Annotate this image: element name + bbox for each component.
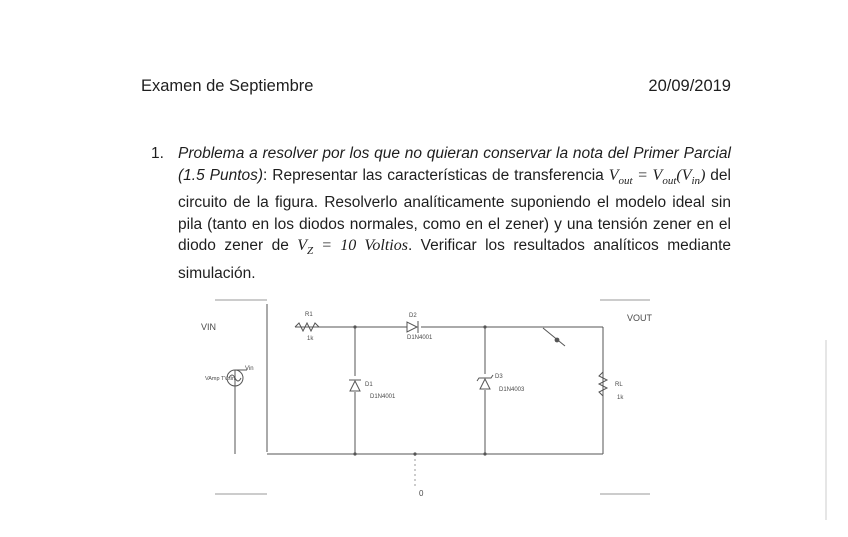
eq2-v: V xyxy=(297,237,308,255)
eq-mid: = V xyxy=(632,166,663,184)
eq-sub-in: in xyxy=(691,174,701,187)
eq-sub-out-2: out xyxy=(662,174,677,187)
d1-label: D1 xyxy=(365,382,373,388)
problem-text-a: Representar las características de transferencia xyxy=(267,166,609,184)
vin-source-label: Vin xyxy=(245,366,254,372)
d1-diode xyxy=(349,380,361,391)
exam-title: Examen de Septiembre xyxy=(141,77,314,95)
eq2-sub-z: Z xyxy=(307,245,314,258)
problem-statement xyxy=(178,143,731,284)
ground-label: 0 xyxy=(419,489,424,498)
d2-part: D1N4001 xyxy=(407,335,433,341)
equation-vout-vin xyxy=(608,166,706,187)
circuit-diagram xyxy=(185,292,685,507)
d3-label: D3 xyxy=(495,374,503,380)
d2-diode xyxy=(407,321,418,333)
problem-intro: Problema a resolver por los que no quieran conservar la nota del Primer Parcial (1.5 Puntos) xyxy=(178,145,731,184)
eq-arg-close: ) xyxy=(700,166,706,184)
eq-arg-open: (V xyxy=(676,166,692,184)
vin-label: VIN xyxy=(201,322,217,332)
d3-zener xyxy=(477,375,493,389)
problem-number: 1. xyxy=(151,145,164,162)
r1-value: 1k xyxy=(307,336,314,342)
problem-text-c: . Verificar los resultados analíticos mediante simulación. xyxy=(178,237,732,282)
eq2-rest: = 10 Voltios xyxy=(313,237,408,255)
problem-1 xyxy=(151,143,731,284)
d2-label: D2 xyxy=(409,313,417,319)
rl-value: 1k xyxy=(617,395,624,401)
scan-watermark xyxy=(820,340,834,520)
eq-sub-out: out xyxy=(618,174,633,187)
equation-vz xyxy=(297,237,408,258)
d3-part: D1N4003 xyxy=(499,387,525,393)
exam-date: 20/09/2019 xyxy=(648,77,731,95)
d1-part: D1N4001 xyxy=(370,394,396,400)
rl-label: RL xyxy=(615,382,623,388)
eq-v: V xyxy=(608,166,619,184)
problem-text-b: del circuito de la figura. Resolverlo analíticamente suponiendo el modelo ideal sin pila (tanto en los diodos normales, como en el zener) y una tensión zener en el diodo zener de xyxy=(178,166,731,255)
vout-label: VOUT xyxy=(627,313,653,323)
source-params: VAmp TVsin xyxy=(205,376,236,382)
r1-label: R1 xyxy=(305,312,313,318)
problem-colon: : xyxy=(263,166,268,184)
